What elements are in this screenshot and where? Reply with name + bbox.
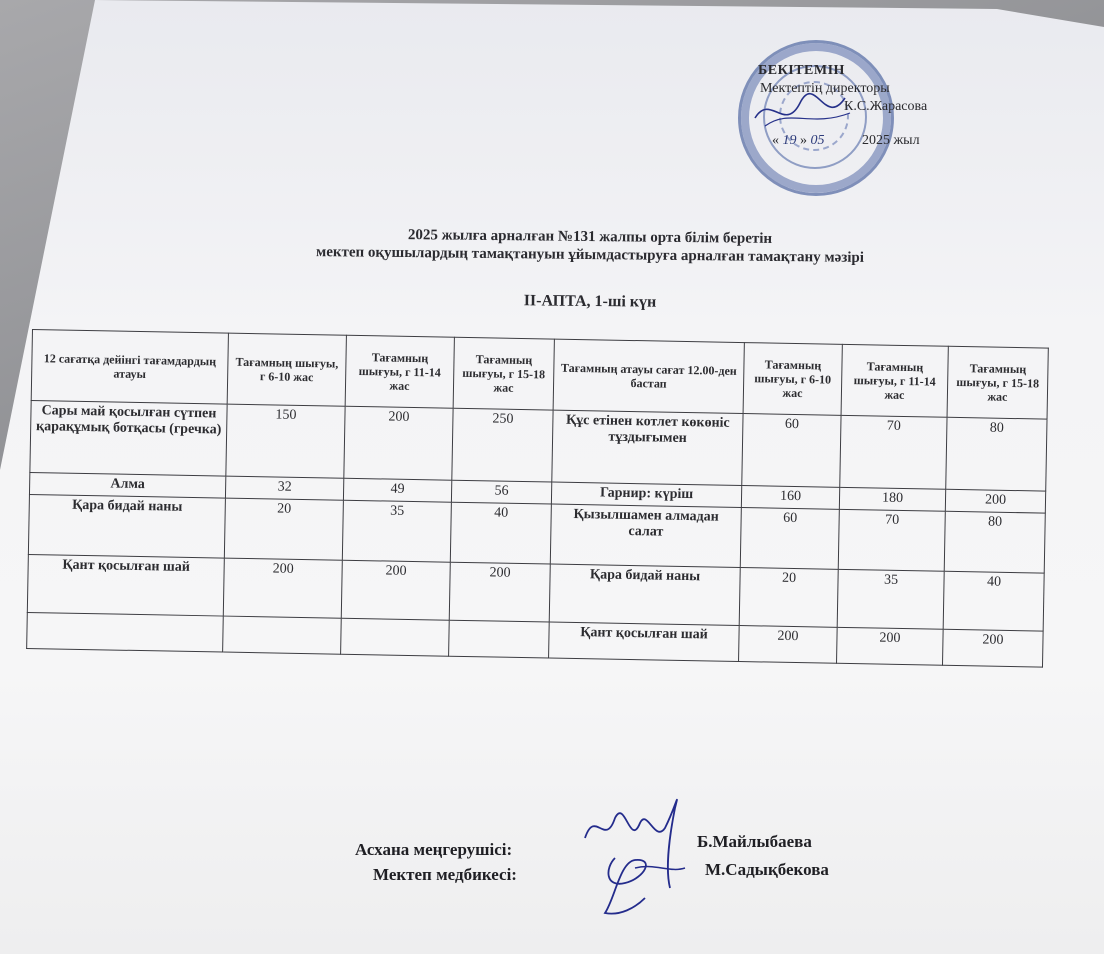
approval-year: 2025 жыл [862,133,920,148]
cell-value: 250 [452,408,553,482]
approval-position: Мектептің директоры [760,81,890,96]
cell-value: 180 [839,487,945,511]
cell-empty [341,618,450,656]
cell-value: 200 [223,558,342,618]
approval-month: 05 [810,133,825,148]
cell-value: 49 [343,478,451,502]
school-nurse-name: М.Садықбекова [705,860,829,879]
cell-value: 20 [739,568,838,628]
cell-dish: Алма [29,472,225,498]
cell-value: 200 [837,627,944,665]
school-nurse-role: Мектеп медбикесі: [373,865,517,884]
cell-dish: Сары май қосылған сүтпен қарақұмық ботқасы (гречка) [30,400,227,476]
cell-dish: Қара бидай наны [28,494,225,558]
document-title-line1: 2025 жылға арналған №131 жалпы орта білім беретін [407,227,773,247]
cell-dish: Қант қосылған шай [27,554,224,616]
cell-value: 40 [450,502,551,564]
menu-table [26,329,1049,668]
week-day-label: II-АПТА, 1-ші күн [523,292,657,311]
approval-date: « 19 » 05 2025 жыл [772,133,920,148]
director-signature [750,88,860,138]
cell-value: 56 [451,480,551,504]
approval-heading: БЕКІТЕМІН [758,63,845,78]
header-morning-dish: 12 сағатқа дейінгі тағамдардың атауы [31,330,228,405]
cell-value: 70 [840,415,947,489]
header-yield-11-14-noon: Тағамның шығуы, г 11-14 жас [841,344,948,417]
cell-value: 35 [342,500,451,562]
cell-value: 160 [741,486,839,510]
cell-value: 32 [225,476,343,500]
cell-dish: Қызылшамен алмадан салат [550,504,741,567]
cell-dish: Қара бидай наны [549,564,740,625]
cell-empty [27,612,224,652]
cell-dish: Қант қосылған шай [549,622,740,661]
header-yield-15-18-noon: Тағамның шығуы, г 15-18 жас [947,346,1048,419]
kitchen-head-name: Б.Майлыбаева [697,832,812,851]
cell-value: 200 [945,489,1045,513]
cell-value: 200 [344,406,453,480]
header-yield-11-14: Тағамның шығуы, г 11-14 жас [345,335,454,408]
cell-value: 70 [838,509,945,571]
cell-empty [223,616,342,654]
document-title-line2: мектеп оқушылардың тамақтануын ұйымдастыруға арналған тамақтану мәзірі [315,244,865,266]
kitchen-head-role: Асхана меңгерушісі: [355,840,513,859]
cell-value: 60 [740,508,839,570]
header-yield-6-10: Тағамның шығуы, г 6-10 жас [227,333,346,406]
cell-value: 200 [449,562,550,622]
header-noon-dish: Тағамның атауы сағат 12.00-ден бастап [553,339,744,413]
cell-value: 80 [944,511,1045,573]
cell-empty [449,620,550,658]
cell-value: 200 [942,629,1043,667]
cell-dish: Құс етінен котлет көкөніс тұздығымен [552,410,743,485]
cell-value: 40 [943,571,1044,631]
approval-name: К.С.Жарасова [844,99,928,114]
cell-value: 80 [946,417,1047,491]
cell-value: 20 [224,498,343,560]
cell-value: 200 [341,560,450,620]
approval-day: 19 [782,133,797,148]
header-yield-6-10-noon: Тағамның шығуы, г 6-10 жас [743,343,842,416]
cell-value: 200 [739,626,838,664]
cell-value: 35 [837,569,944,629]
handwritten-signatures [575,788,705,928]
cell-dish: Гарнир: күріш [551,482,741,507]
cell-value: 60 [742,414,841,488]
header-yield-15-18: Тағамның шығуы, г 15-18 жас [453,337,554,410]
cell-value: 150 [226,404,345,478]
